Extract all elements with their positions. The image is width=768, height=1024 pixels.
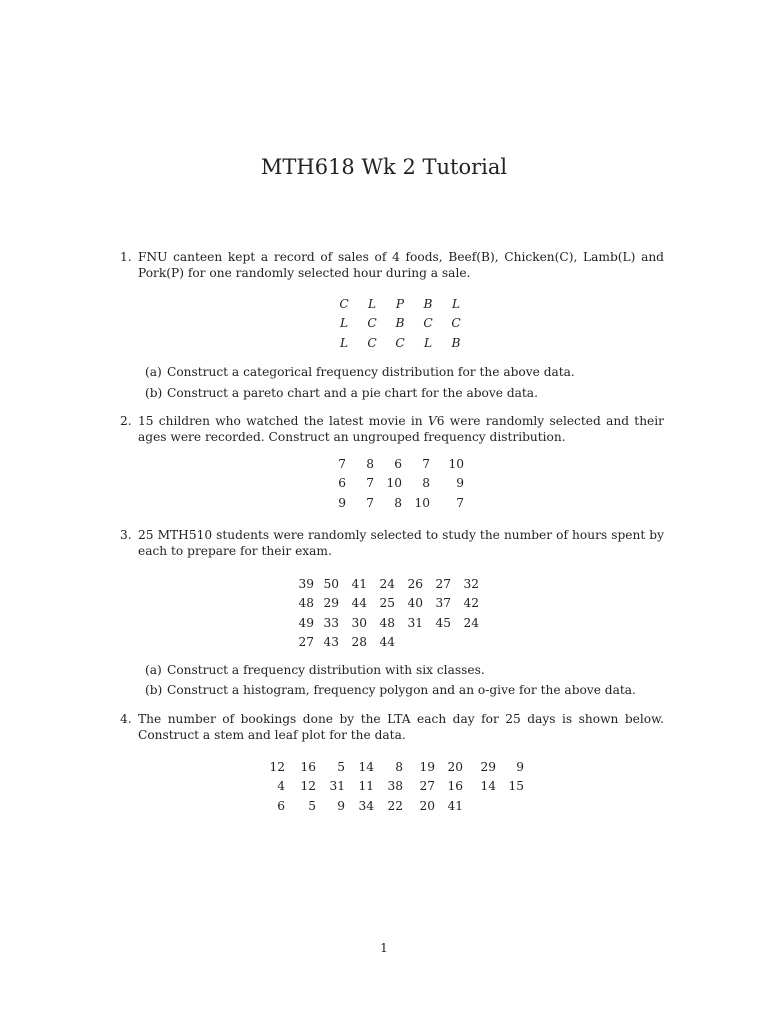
q4-data-table — [265, 757, 524, 816]
table-cell: 41 — [447, 798, 463, 813]
table-cell: 43 — [323, 635, 339, 650]
table-row — [322, 474, 464, 494]
part-label: (b) — [145, 683, 163, 697]
q2-data-table — [322, 454, 464, 513]
table-cell: 20 — [447, 759, 463, 774]
table-row — [290, 574, 479, 594]
table-cell: 27 — [435, 576, 451, 591]
table-cell: L — [451, 296, 461, 311]
table-row — [330, 294, 470, 314]
table-cell: 31 — [407, 615, 423, 630]
part-label: (a) — [145, 365, 162, 379]
part-text: Construct a pareto chart and a pie chart for the above data. — [167, 386, 538, 400]
table-cell: 45 — [435, 615, 451, 630]
table-cell: 38 — [387, 779, 403, 794]
question-number: 4. — [120, 712, 132, 726]
table-cell: 44 — [351, 596, 367, 611]
table-cell: 50 — [323, 576, 339, 591]
table-cell: 4 — [277, 779, 285, 794]
table-cell: C — [451, 316, 461, 331]
question-text — [138, 413, 664, 445]
table-cell: 26 — [407, 576, 423, 591]
table-cell: 30 — [351, 615, 367, 630]
question-text-emph: V — [427, 414, 437, 428]
table-row — [330, 333, 470, 353]
table-cell: C — [367, 335, 377, 350]
table-cell: 24 — [379, 576, 395, 591]
table-cell: 16 — [300, 759, 316, 774]
table-cell: 27 — [419, 779, 435, 794]
table-cell: L — [423, 335, 433, 350]
question-text-part: 15 children who watched the latest movie in — [138, 414, 428, 428]
q1-part-a — [145, 364, 575, 380]
table-cell: 16 — [447, 779, 463, 794]
table-cell: 44 — [379, 635, 395, 650]
q3-part-b — [145, 682, 636, 698]
table-cell: 49 — [298, 615, 314, 630]
table-row — [265, 777, 524, 797]
q3-data-table — [290, 574, 479, 652]
table-cell: C — [367, 316, 377, 331]
table-cell: 6 — [338, 476, 346, 491]
table-cell: 15 — [508, 779, 524, 794]
table-cell: 8 — [366, 456, 374, 471]
table-cell: 48 — [298, 596, 314, 611]
table-cell: 10 — [448, 456, 464, 471]
table-cell: 29 — [480, 759, 496, 774]
table-cell — [496, 796, 524, 816]
table-cell: 27 — [298, 635, 314, 650]
table-cell: 5 — [337, 759, 345, 774]
table-cell: B — [451, 335, 461, 350]
part-text: Construct a frequency distribution with six classes. — [167, 663, 485, 677]
table-cell: 9 — [338, 495, 346, 510]
table-cell: L — [367, 296, 377, 311]
table-row — [265, 757, 524, 777]
table-cell: 12 — [300, 779, 316, 794]
table-cell: B — [423, 296, 433, 311]
table-cell: 14 — [480, 779, 496, 794]
table-cell: 42 — [463, 596, 479, 611]
table-cell: 29 — [323, 596, 339, 611]
table-cell: 20 — [419, 798, 435, 813]
table-cell: 7 — [422, 456, 430, 471]
question-text: 25 MTH510 students were randomly selected to study the number of hours spent by each to prepare for their exam. — [138, 528, 664, 558]
question-text: The number of bookings done by the LTA each day for 25 days is shown below. Construct a stem and leaf plot for the data. — [138, 712, 664, 742]
table-cell: 5 — [308, 798, 316, 813]
table-cell: P — [395, 296, 405, 311]
table-cell: B — [395, 316, 405, 331]
table-cell: 25 — [379, 596, 395, 611]
table-cell: L — [339, 335, 349, 350]
part-text: Construct a categorical frequency distribution for the above data. — [167, 365, 575, 379]
table-cell: 39 — [298, 576, 314, 591]
table-cell: 10 — [386, 476, 402, 491]
table-row — [322, 493, 464, 513]
table-cell: 9 — [456, 476, 464, 491]
question-number: 1. — [120, 250, 132, 264]
table-cell: 6 — [277, 798, 285, 813]
table-cell: 6 — [394, 456, 402, 471]
table-cell: 31 — [329, 779, 345, 794]
q1-data-table — [330, 294, 470, 353]
q3-part-a — [145, 662, 485, 678]
table-cell: 24 — [463, 615, 479, 630]
table-row — [322, 454, 464, 474]
table-cell: 9 — [337, 798, 345, 813]
part-text: Construct a histogram, frequency polygon and an o-give for the above data. — [167, 683, 636, 697]
table-cell: 40 — [407, 596, 423, 611]
table-cell: 11 — [358, 779, 374, 794]
table-cell: 37 — [435, 596, 451, 611]
table-cell: C — [339, 296, 349, 311]
table-cell: 7 — [338, 456, 346, 471]
table-cell — [451, 633, 479, 653]
table-cell: 48 — [379, 615, 395, 630]
table-cell — [423, 633, 451, 653]
table-row — [290, 594, 479, 614]
table-cell: 22 — [387, 798, 403, 813]
question-number: 2. — [120, 414, 132, 428]
table-cell: 7 — [366, 476, 374, 491]
table-row — [290, 633, 479, 653]
table-cell: 33 — [323, 615, 339, 630]
table-cell: 34 — [358, 798, 374, 813]
question-text: FNU canteen kept a record of sales of 4 foods, Beef(B), Chicken(C), Lamb(L) and Pork(P) for one randomly selected hour during a sale. — [138, 250, 664, 280]
part-label: (a) — [145, 663, 162, 677]
part-label: (b) — [145, 386, 163, 400]
table-cell — [463, 796, 496, 816]
table-row — [290, 613, 479, 633]
table-cell: 7 — [366, 495, 374, 510]
table-cell: 32 — [463, 576, 479, 591]
table-cell: 14 — [358, 759, 374, 774]
question-text-part: 6 were randomly selected and their ages were recorded. Construct an ungrouped frequency distribution. — [138, 414, 664, 444]
q1-part-b — [145, 385, 538, 401]
table-cell: L — [339, 316, 349, 331]
table-row — [330, 314, 470, 334]
question-number: 3. — [120, 528, 132, 542]
table-cell: 10 — [414, 495, 430, 510]
table-cell: 8 — [394, 495, 402, 510]
table-cell: 12 — [269, 759, 285, 774]
table-cell: 9 — [516, 759, 524, 774]
page-number: 1 — [380, 941, 388, 955]
table-cell: C — [395, 335, 405, 350]
page-title: MTH618 Wk 2 Tutorial — [260, 155, 508, 179]
table-row — [265, 796, 524, 816]
table-cell: 7 — [456, 495, 464, 510]
table-cell: 41 — [351, 576, 367, 591]
table-cell: 8 — [395, 759, 403, 774]
table-cell — [395, 633, 423, 653]
table-cell: 19 — [419, 759, 435, 774]
table-cell: 8 — [422, 476, 430, 491]
table-cell: 28 — [351, 635, 367, 650]
table-cell: C — [423, 316, 433, 331]
